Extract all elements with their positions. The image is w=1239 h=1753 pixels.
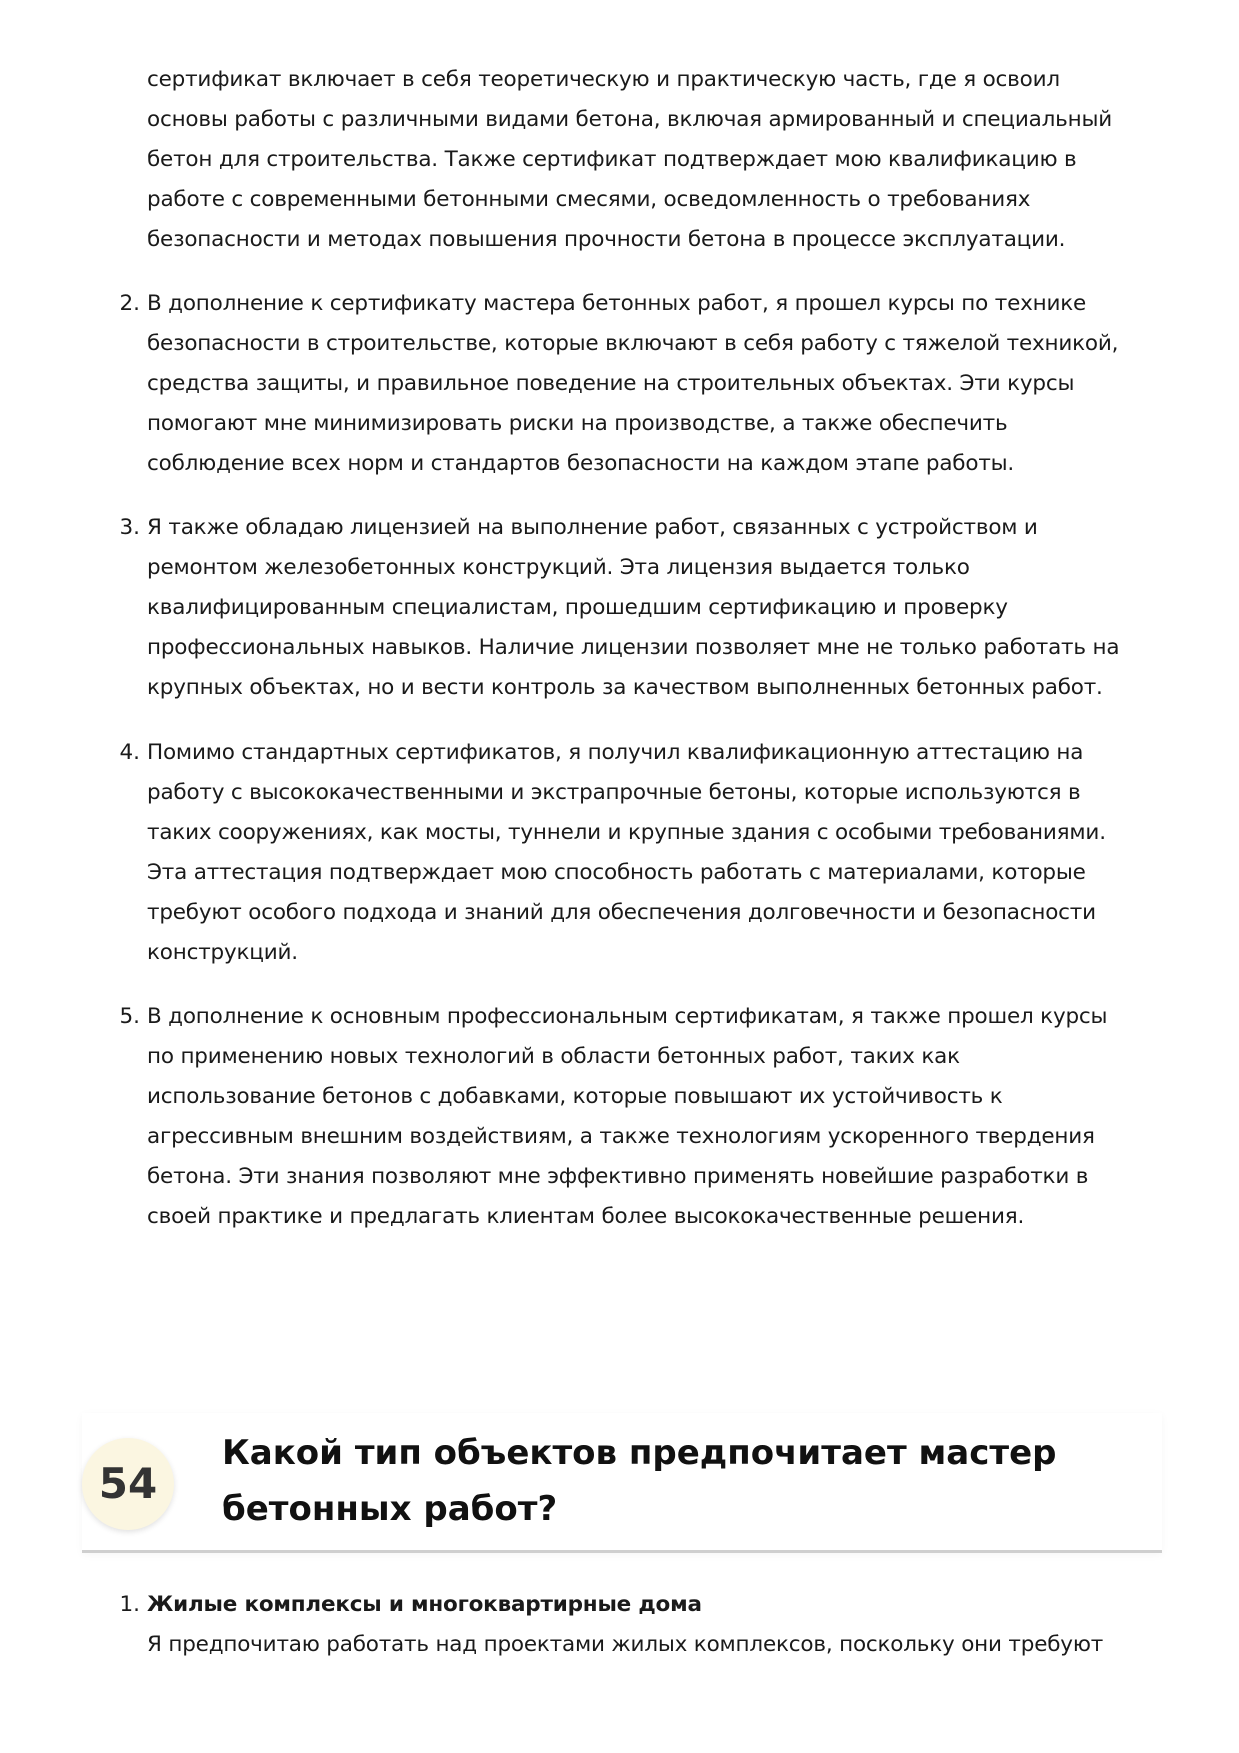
- section-header: [82, 1413, 1162, 1553]
- text-line: крупных объектах, но и вести контроль за качеством выполненных бетонных работ.: [147, 675, 1103, 700]
- text-line: агрессивным внешним воздействиям, а также технологиям ускоренного твердения: [147, 1124, 1095, 1149]
- text-line: своей практике и предлагать клиентам более высококачественные решения.: [147, 1204, 1025, 1229]
- text-line: конструкций.: [147, 940, 298, 965]
- text-line: профессиональных навыков. Наличие лицензии позволяет мне не только работать на: [147, 635, 1120, 660]
- list-item: [147, 997, 1157, 1237]
- text-line: безопасности в строительстве, которые включают в себя работу с тяжелой техникой,: [147, 331, 1119, 356]
- section-number-badge: 54: [82, 1438, 174, 1530]
- text-line: Эта аттестация подтверждает мою способность работать с материалами, которые: [147, 860, 1086, 885]
- text-line: требуют особого подхода и знаний для обеспечения долговечности и безопасности: [147, 900, 1096, 925]
- text-line: средства защиты, и правильное поведение на строительных объектах. Эти курсы: [147, 371, 1075, 396]
- text-line: ремонтом железобетонных конструкций. Эта лицензия выдается только: [147, 555, 970, 580]
- list-item: [147, 284, 1157, 484]
- text-line: В дополнение к основным профессиональным сертификатам, я также прошел курсы: [147, 1004, 1108, 1029]
- section-divider: [82, 1550, 1162, 1553]
- text-line: работе с современными бетонными смесями, осведомленность о требованиях: [147, 187, 1031, 212]
- list-number: 2.: [119, 291, 140, 316]
- list-number: 4.: [119, 740, 140, 765]
- text-line: таких сооружениях, как мосты, туннели и крупные здания с особыми требованиями.: [147, 820, 1106, 845]
- list-item: [147, 508, 1157, 708]
- text-line: Я также обладаю лицензией на выполнение работ, связанных с устройством и: [147, 515, 1038, 540]
- text-line: бетон для строительства. Также сертификат подтверждает мою квалификацию в: [147, 147, 1077, 172]
- list-item: [147, 1585, 1157, 1665]
- text-line: Помимо стандартных сертификатов, я получил квалификационную аттестацию на: [147, 740, 1084, 765]
- text-line: работу с высококачественными и экстрапрочные бетоны, которые используются в: [147, 780, 1081, 805]
- list-number: 3.: [119, 515, 140, 540]
- text-line: соблюдение всех норм и стандартов безопасности на каждом этапе работы.: [147, 451, 1015, 476]
- list-item: [147, 733, 1157, 973]
- text-line: квалифицированным специалистам, прошедшим сертификацию и проверку: [147, 595, 1008, 620]
- text-line: использование бетонов с добавками, которые повышают их устойчивость к: [147, 1084, 1003, 1109]
- text-line: Я предпочитаю работать над проектами жилых комплексов, поскольку они требуют: [147, 1632, 1104, 1657]
- list-number: 1.: [119, 1592, 140, 1617]
- text-line: В дополнение к сертификату мастера бетонных работ, я прошел курсы по технике: [147, 291, 1087, 316]
- list-item-1-continuation: [147, 60, 1157, 260]
- text-line: помогают мне минимизировать риски на производстве, а также обеспечить: [147, 411, 1008, 436]
- list-number: 5.: [119, 1004, 140, 1029]
- text-line: по применению новых технологий в области бетонных работ, таких как: [147, 1044, 960, 1069]
- text-line: основы работы с различными видами бетона, включая армированный и специальный: [147, 107, 1113, 132]
- section-title-line: Какой тип объектов предпочитает мастер: [222, 1433, 1057, 1473]
- text-line: безопасности и методах повышения прочности бетона в процессе эксплуатации.: [147, 227, 1066, 252]
- text-line: бетона. Эти знания позволяют мне эффективно применять новейшие разработки в: [147, 1164, 1089, 1189]
- list-item-title: Жилые комплексы и многоквартирные дома: [147, 1592, 702, 1617]
- text-line: сертификат включает в себя теоретическую и практическую часть, где я освоил: [147, 67, 1060, 92]
- section-title: [222, 1425, 1142, 1537]
- section-title-line: бетонных работ?: [222, 1489, 558, 1529]
